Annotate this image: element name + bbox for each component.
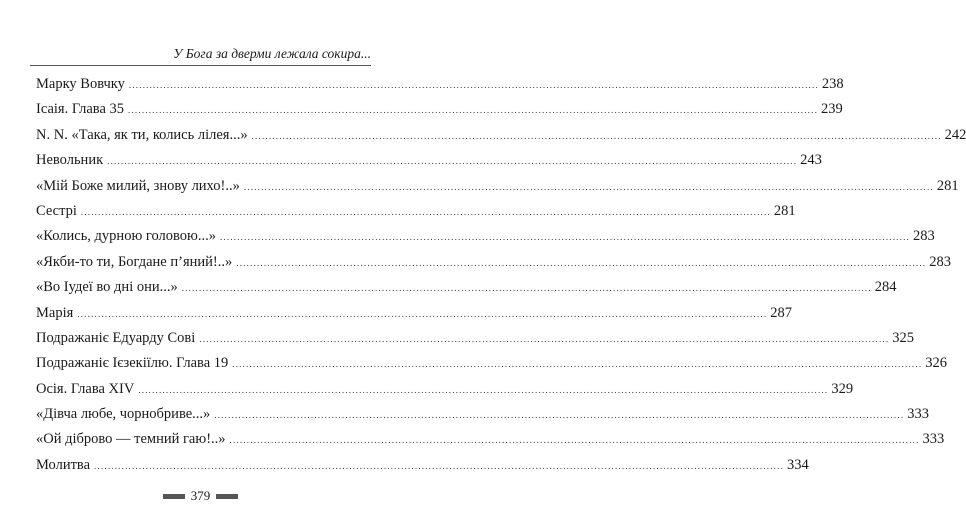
toc-entry-page: 243 — [800, 152, 822, 169]
toc-leader-dots: ........................................................................................................................................................................................................ — [236, 257, 927, 268]
toc-entry-title: «Во Іудеї во дні они...» — [36, 279, 178, 296]
toc-entry — [36, 329, 915, 355]
toc-entry-title: Подражаніє Едуарду Сові — [36, 329, 196, 346]
toc-entry — [36, 380, 854, 406]
toc-entry — [36, 202, 796, 228]
toc-entry-title: Молитва — [36, 456, 91, 473]
toc-entry — [36, 279, 897, 304]
toc-entry-title: Марія — [36, 304, 74, 321]
toc-entry — [36, 76, 844, 101]
toc-entry-page: 325 — [892, 329, 915, 346]
toc-entry-page: 281 — [936, 177, 959, 194]
toc-entry-title: N. N. «Така, як ти, колись лілея...» — [36, 126, 248, 143]
toc-leader-dots: ........................................................................................................................................................................................................ — [80, 206, 771, 217]
toc-entry-page: 283 — [929, 253, 951, 270]
toc-entry-title: Ісаія. Глава 35 — [36, 101, 125, 118]
toc-entry — [36, 456, 809, 482]
toc-entry-title: Сестрі — [36, 202, 77, 219]
toc-leader-dots: ........................................................................................................................................................................................................ — [229, 435, 920, 446]
toc-entry-page: 242 — [944, 126, 966, 143]
toc-entry-title: Осія. Глава XIV — [36, 380, 135, 397]
toc-entry-page: 239 — [821, 101, 843, 118]
toc-leader-dots: ........................................................................................................................................................................................................ — [138, 384, 829, 395]
toc-entry-title: «Ой діброво — темний гаю!..» — [36, 431, 226, 448]
table-of-contents — [36, 76, 966, 482]
toc-entry-title: Невольник — [36, 152, 104, 169]
toc-entry-page: 287 — [770, 304, 793, 321]
page-footer — [0, 488, 401, 504]
toc-entry — [36, 431, 945, 456]
toc-entry-title: «Дівча любе, чорнобриве...» — [36, 406, 211, 423]
toc-leader-dots: ........................................................................................................................................................................................................ — [214, 410, 905, 421]
toc-entry — [36, 406, 930, 431]
toc-entry-page: 281 — [773, 202, 796, 219]
toc-entry-title: «Мій Боже милий, знову лихо!..» — [36, 177, 240, 194]
toc-leader-dots: ........................................................................................................................................................................................................ — [251, 130, 942, 141]
toc-entry-title: Марку Вовчку — [36, 76, 125, 92]
toc-leader-dots: ........................................................................................................................................................................................................ — [77, 308, 768, 319]
toc-leader-dots: ........................................................................................................................................................................................................ — [199, 333, 890, 344]
toc-leader-dots: ........................................................................................................................................................................................................ — [243, 181, 934, 192]
toc-entry-page: 334 — [787, 456, 809, 473]
toc-entry — [36, 101, 843, 126]
toc-leader-dots: ........................................................................................................................................................................................................ — [181, 283, 872, 294]
toc-entry-page: 329 — [831, 380, 854, 397]
toc-entry-title: Подражаніє Ієзекіїлю. Глава 19 — [36, 355, 229, 372]
running-header — [30, 46, 371, 66]
toc-entry-title: «Якби-то ти, Богдане п’яний!..» — [36, 253, 233, 270]
toc-leader-dots: ........................................................................................................................................................................................................ — [128, 105, 819, 116]
toc-leader-dots: ........................................................................................................................................................................................................ — [219, 232, 910, 243]
toc-leader-dots: ........................................................................................................................................................................................................ — [94, 460, 785, 471]
toc-leader-dots: ........................................................................................................................................................................................................ — [232, 359, 923, 370]
toc-entry — [36, 126, 966, 152]
footer-right-bar — [216, 494, 238, 499]
toc-entry — [36, 304, 793, 330]
toc-entry-page: 284 — [874, 279, 897, 296]
toc-entry-page: 333 — [922, 431, 945, 448]
toc-leader-dots: ........................................................................................................................................................................................................ — [107, 156, 798, 167]
toc-leader-dots: ........................................................................................................................................................................................................ — [128, 80, 819, 90]
toc-entry-page: 283 — [912, 228, 935, 245]
toc-entry — [36, 355, 948, 380]
footer-left-bar — [163, 494, 185, 499]
toc-entry — [36, 228, 935, 253]
toc-entry — [36, 253, 951, 279]
toc-entry-title: «Колись, дурною головою...» — [36, 228, 216, 245]
toc-entry-page: 326 — [925, 355, 948, 372]
toc-entry-page: 238 — [821, 76, 844, 92]
toc-entry — [36, 152, 822, 177]
running-title: У Бога за дверми лежала сокира... — [173, 46, 371, 61]
toc-entry — [36, 177, 959, 203]
toc-entry-page: 333 — [907, 406, 930, 423]
page-number: 379 — [190, 488, 211, 503]
